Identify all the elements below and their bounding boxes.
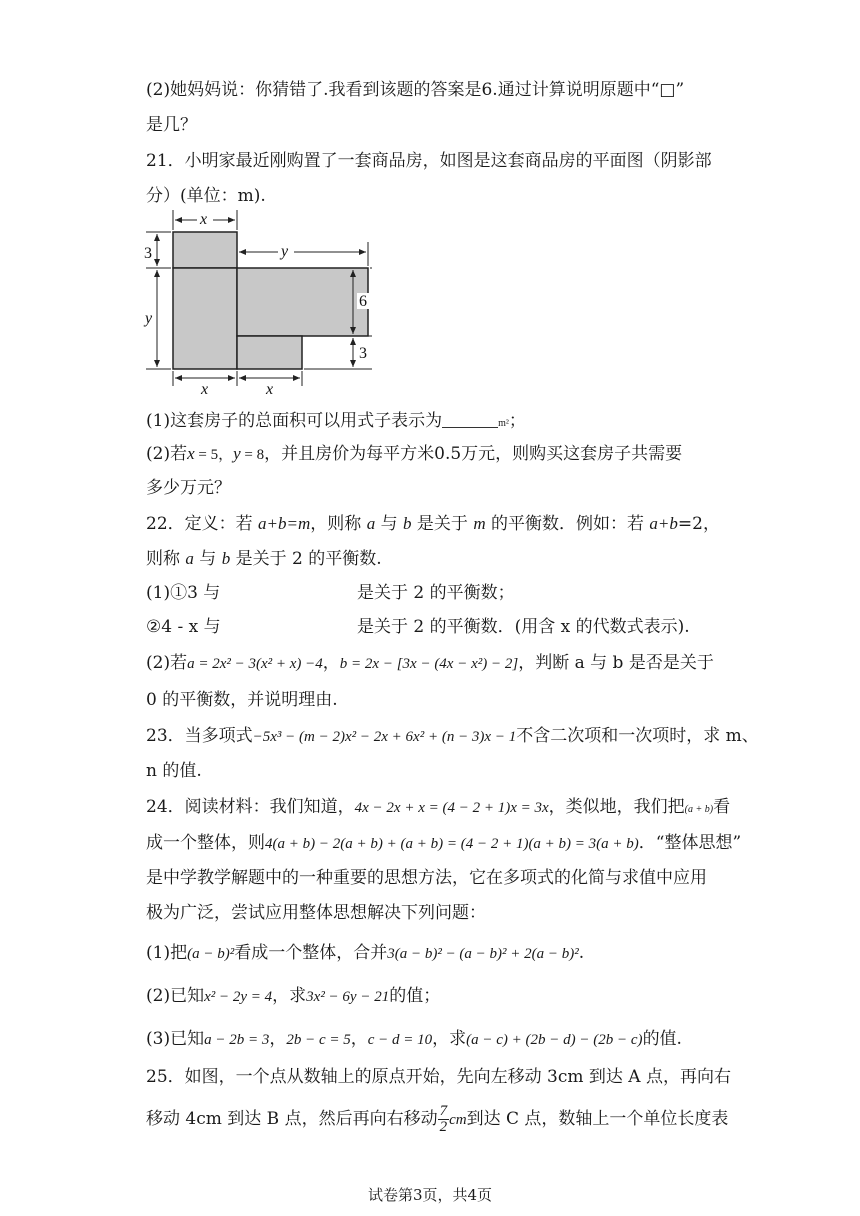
q25-line1: 25．如图，一个点从数轴上的原点开始，先向左移动 3cm 到达 A 点，再向右: [146, 1067, 731, 1087]
expr-b: b = 2x − [3x − (4x − x²) − 2]: [339, 656, 519, 672]
q24-line2: 成一个整体，则4(a + b) − 2(a + b) + (a + b) = (4 − 2 + 1)(a + b) = 3(a + b)．“整体思想”: [146, 833, 742, 853]
answer-blank[interactable]: [442, 411, 498, 428]
expr-a: a = 2x² − 3(x² + x) −4: [187, 656, 323, 672]
q21-part2-line1: (2)若x = 5，y = 8，并且房价为每平方米0.5万元，则购买这套房子共需要: [146, 444, 683, 464]
room-bottom-middle: [237, 336, 302, 369]
q21-intro-line1: 21．小明家最近刚购置了一套商品房，如图是这套商品房的平面图（阴影部: [146, 151, 712, 171]
q21-part2-line2: 多少万元？: [146, 478, 231, 498]
q24-line1: 24．阅读材料：我们知道，4x − 2x + x = (4 − 2 + 1)x = 3x，类似地，我们把(a + b)看: [146, 797, 731, 817]
q21-part1: (1)这套房子的总面积可以用式子表示为 m²；: [146, 411, 526, 431]
label-right-3: 3: [359, 345, 367, 362]
q20-part2-line2: 是几？: [146, 115, 197, 135]
label-top-x: x: [200, 211, 208, 228]
q22-part2-line1: (2)若a = 2x² − 3(x² + x) −4，b = 2x − [3x − (4x − x²) − 2]，判断 a 与 b 是否是关于: [146, 653, 714, 673]
q24-line3: 是中学教学解题中的一种重要的思想方法，它在多项式的化简与求值中应用: [146, 868, 707, 888]
label-bottom-x1: x: [201, 381, 209, 396]
q25-line2: 移动 4cm 到达 B 点，然后再向右移动 $\frac{7}{2}$ cm到达 C 点，数轴上一个单位长度表: [146, 1103, 729, 1135]
q21-intro-line2: 分）(单位：m).: [146, 186, 266, 206]
floor-plan-figure: [140, 206, 380, 396]
q23-polynomial: −5x³ − (m − 2)x² − 2x + 6x² + (n − 3)x − 1: [252, 729, 517, 745]
q22-part1-second-right: 是关于 2 的平衡数．(用含 x 的代数式表示).: [357, 617, 690, 637]
label-left-y: y: [145, 310, 153, 327]
q22-part1-second: ②4 - x 与: [146, 617, 221, 637]
label-right-6: 6: [359, 293, 367, 310]
q22-line2: 则称 a 与 b 是关于 2 的平衡数.: [146, 549, 382, 569]
q23-line1: 23．当多项式−5x³ − (m − 2)x² − 2x + 6x² + (n − 3)x − 1不含二次项和一次项时，求 m、: [146, 726, 759, 746]
q24-part2: (2)已知x² − 2y = 4，求3x² − 6y − 21的值；: [146, 986, 441, 1006]
room-top-left: [173, 232, 237, 268]
q22-part1-first: (1)①3 与: [146, 583, 221, 603]
label-left-3: 3: [144, 245, 152, 262]
label-mid-y: y: [281, 243, 289, 260]
room-left-tall: [173, 268, 237, 369]
q24-part3: (3)已知a − 2b = 3，2b − c = 5，c − d = 10，求(a − c) + (2b − d) − (2b − c)的值.: [146, 1029, 682, 1049]
q23-line2: n 的值.: [146, 761, 202, 781]
fraction-seven-halves: $\frac{7}{2}$: [439, 1103, 448, 1135]
q22-part1-first-right: 是关于 2 的平衡数；: [357, 583, 515, 603]
q20-part2-line1: (2)她妈妈说：你猜错了.我看到该题的答案是6.通过计算说明原题中“□”: [146, 80, 685, 100]
q22-part2-line2: 0 的平衡数，并说明理由.: [146, 690, 338, 710]
label-bottom-x2: x: [266, 381, 274, 396]
q24-part1: (1)把(a − b)²看成一个整体，合并3(a − b)² − (a − b)² + 2(a − b)².: [146, 943, 585, 963]
q22-definition: 22．定义：若 a+b=m，则称 a 与 b 是关于 m 的平衡数．例如：若 a+b=2，: [146, 514, 720, 534]
q24-line4: 极为广泛，尝试应用整体思想解决下列问题：: [146, 903, 486, 923]
room-right-wide: [237, 268, 368, 336]
page-footer: 试卷第3页，共4页: [367, 1186, 493, 1204]
